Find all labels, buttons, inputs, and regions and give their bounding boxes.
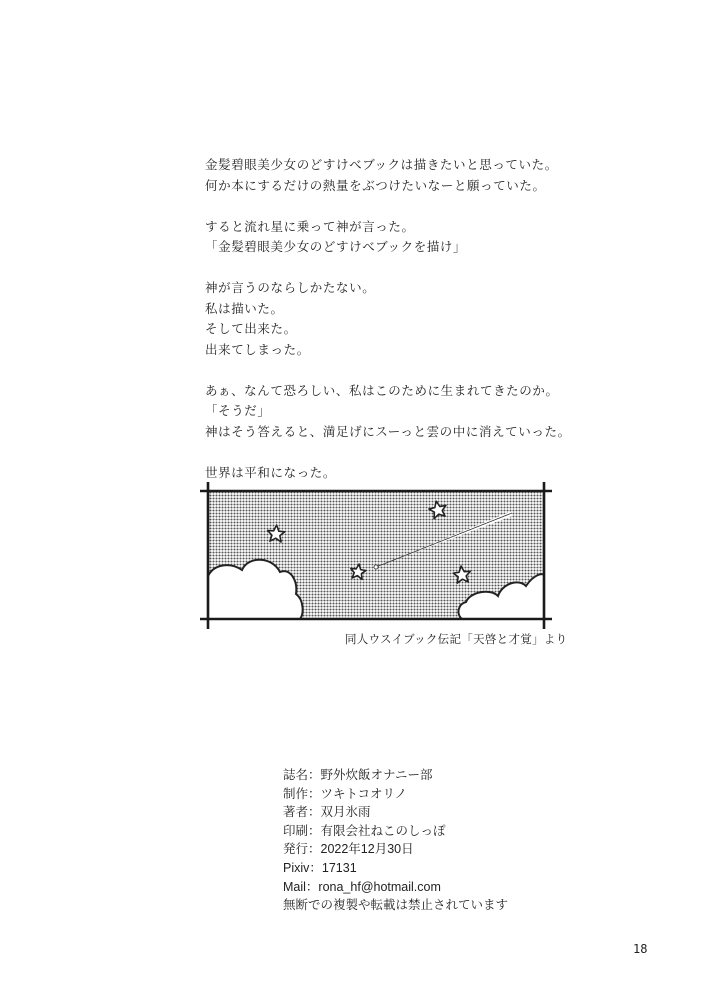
colophon-published: 発行：2022年12月30日 xyxy=(283,842,414,857)
colophon-mail: Mail：rona_hf@hotmail.com xyxy=(283,879,441,894)
colophon-notice: 無断での複製や転載は禁止されています xyxy=(283,898,509,913)
sky-illustration xyxy=(200,482,552,630)
colophon-printing: 印刷：有限会社ねこのしっぽ xyxy=(283,823,446,838)
colophon-title: 誌名：野外炊飯オナニー部 xyxy=(283,768,433,782)
colophon xyxy=(283,766,508,915)
colophon-production: 制作：ツキトコオリノ xyxy=(283,786,408,801)
story-line: すると流れ星に乗って神が言った。 xyxy=(205,218,415,234)
story-line: 世界は平和になった。 xyxy=(205,464,337,480)
story-line: 「そうだ」 xyxy=(205,403,271,418)
story-line: 神が言うのならしかたない。 xyxy=(205,280,376,295)
story-line: あぁ、なんて恐ろしい、私はこのために生まれてきたのか。 xyxy=(205,382,559,398)
story-line: 何か本にするだけの熱量をぶつけたいなーと願っていた。 xyxy=(205,177,546,193)
page-number: 18 xyxy=(633,942,648,956)
story-text xyxy=(205,155,605,483)
story-line xyxy=(205,196,605,217)
story-line: 「金髪碧眼美少女のどすけべブックを描け」 xyxy=(205,239,467,254)
story-line: 神はそう答えると、満足げにスーっと雲の中に消えていった。 xyxy=(205,423,571,439)
story-line xyxy=(205,258,605,279)
colophon-pixiv: Pixiv：17131 xyxy=(283,860,357,875)
illustration-caption: 同人ウスイブック伝記「天啓と才覚」より xyxy=(345,632,568,646)
colophon-author: 著者：双月氷雨 xyxy=(283,805,371,820)
story-line: 金髪碧眼美少女のどすけべブックは描きたいと思っていた。 xyxy=(205,157,558,172)
story-line: そして出来た。 xyxy=(205,321,297,336)
story-line: 出来てしまった。 xyxy=(205,341,310,357)
story-line xyxy=(205,442,605,463)
story-line: 私は描いた。 xyxy=(205,300,284,316)
story-line xyxy=(205,360,605,381)
